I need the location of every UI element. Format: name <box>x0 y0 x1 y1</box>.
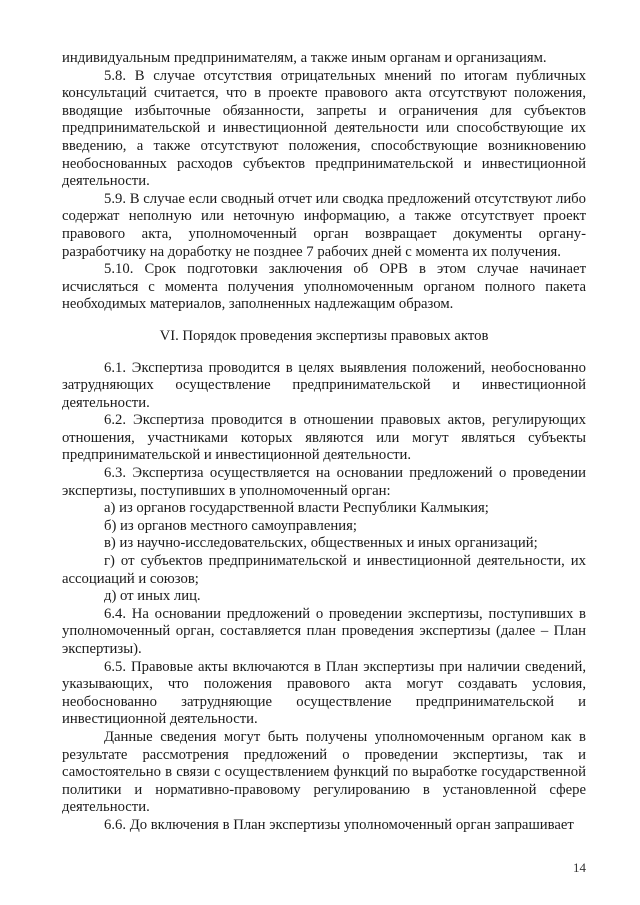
list-item-e: д) от иных лиц. <box>104 588 201 605</box>
page-number: 14 <box>573 860 586 875</box>
paragraph-data-sources: Данные сведения могут быть получены уполномоченным органом как в результате рассмотрения предложений о проведении экспертизы, так и самостоятельно в связи с осуществлением функций по выработке государственной политики и нормативно-правовому регулированию в установленной сфере деятельности. <box>62 728 586 816</box>
paragraph-5-8: 5.8. В случае отсутствия отрицательных мнений по итогам публичных консультаций считается, что в проекте правового акта отсутствуют положения, вводящие избыточные обязанности, запреты и ограничения для субъектов предпринимательской и инвестиционной деятельности или способствующие их введению, а также отсутствуют положения, способствующие возникновению необоснованных расходов субъектов предпринимательской и инвестиционной деятельности. <box>62 67 586 190</box>
paragraph-6-3: 6.3. Экспертиза осуществляется на основании предложений о проведении экспертизы, поступивших в уполномоченный орган: <box>62 465 586 499</box>
paragraph-6-6: 6.6. До включения в План экспертизы уполномоченный орган запрашивает <box>104 816 574 833</box>
section-heading: VI. Порядок проведения экспертизы правовых актов <box>159 327 489 344</box>
paragraph-5-10: 5.10. Срок подготовки заключения об ОРВ в этом случае начинает исчисляться с момента получения уполномоченным органом полного пакета необходимых материалов, заполненных надлежащим образом. <box>62 261 586 313</box>
paragraph-6-4: 6.4. На основании предложений о проведении экспертизы, поступивших в уполномоченный орган, составляется план проведения экспертизы (далее – План экспертизы). <box>62 605 586 657</box>
paragraph-6-1: 6.1. Экспертиза проводится в целях выявления положений, необоснованно затрудняющих осуществление предпринимательской и инвестиционной деятельности. <box>62 359 586 411</box>
list-item-a: а) из органов государственной власти Республики Калмыкия; <box>104 500 489 517</box>
paragraph-6-2: 6.2. Экспертиза проводится в отношении правовых актов, регулирующих отношения, участниками которых являются или могут являться субъекты предпринимательской и инвестиционной деятельности. <box>62 412 586 464</box>
paragraph-continuation: индивидуальным предпринимателям, а также иным органам и организациям. <box>62 50 547 66</box>
paragraph-6-5: 6.5. Правовые акты включаются в План экспертизы при наличии сведений, указывающих, что положения правового акта могут создавать условия, необоснованно затрудняющие осуществление предпринимательской и инвестиционной деятельности. <box>62 658 586 728</box>
list-item-c: в) из научно-исследовательских, общественных и иных организаций; <box>104 535 538 552</box>
list-item-d: г) от субъектов предпринимательской и инвестиционной деятельности, их ассоциаций и союзов; <box>62 553 586 587</box>
paragraph-5-9: 5.9. В случае если сводный отчет или сводка предложений отсутствуют либо содержат неполную или неточную информацию, а также отсутствует проект правового акта, уполномоченный орган возвращает документы органу-разработчику на доработку не позднее 7 рабочих дней с момента их получения. <box>62 190 586 260</box>
document-body <box>62 50 586 835</box>
list-item-b: б) из органов местного самоуправления; <box>104 517 357 534</box>
